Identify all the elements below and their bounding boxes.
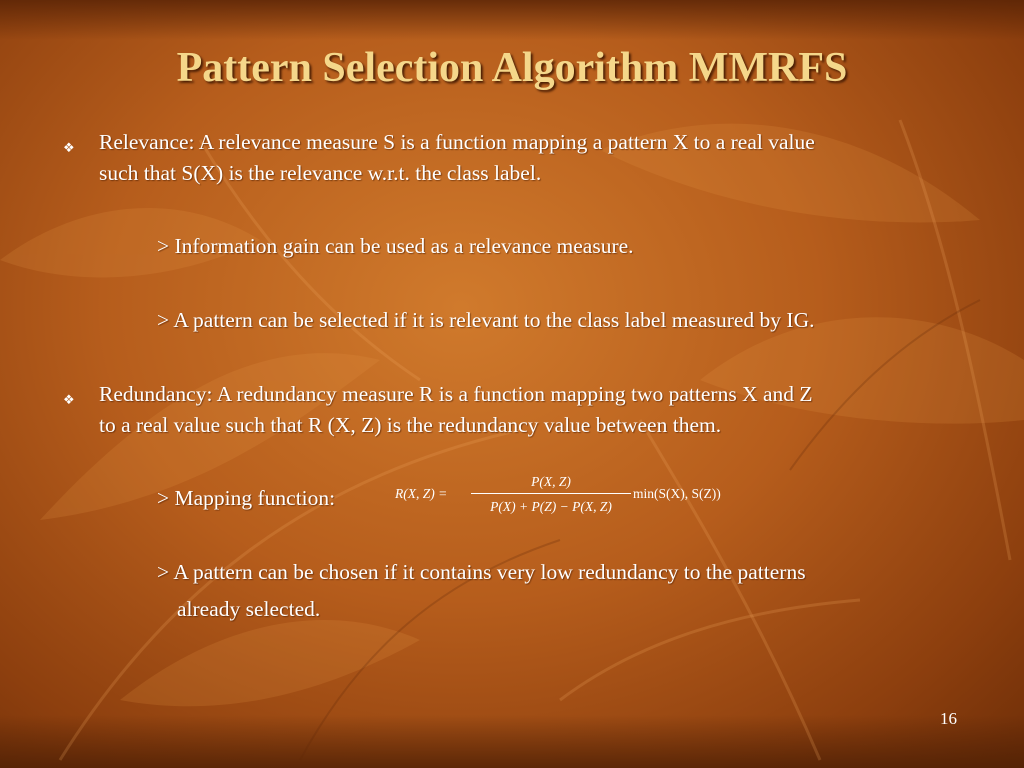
slide-title: Pattern Selection Algorithm MMRFS: [176, 45, 848, 91]
redundancy-line-2: to a real value such that R (X, Z) is the redundancy value between them.: [99, 413, 722, 437]
redundancy-sub-point-2-line-1: > A pattern can be chosen if it contains very low redundancy to the patterns: [157, 560, 806, 584]
bullet-diamond-icon: ❖: [63, 392, 75, 407]
formula-fraction-bar: [471, 493, 631, 494]
redundancy-line-1: Redundancy: A redundancy measure R is a function mapping two patterns X and Z: [99, 382, 813, 406]
formula-lhs: R(X, Z) =: [395, 486, 448, 501]
redundancy-sub-point-1: > Mapping function:: [157, 486, 336, 510]
relevance-sub-point-2: > A pattern can be selected if it is relevant to the class label measured by IG.: [157, 308, 815, 332]
page-number: 16: [940, 709, 957, 728]
formula-numerator: P(X, Z): [531, 474, 571, 489]
relevance-line-1: Relevance: A relevance measure S is a function mapping a pattern X to a real value: [99, 130, 815, 154]
relevance-sub-point-1: > Information gain can be used as a relevance measure.: [157, 234, 634, 258]
bullet-diamond-icon: ❖: [63, 140, 75, 155]
formula-min-term: min(S(X), S(Z)): [633, 486, 721, 501]
formula-denominator: P(X) + P(Z) − P(X, Z): [490, 499, 612, 514]
relevance-line-2: such that S(X) is the relevance w.r.t. the class label.: [99, 161, 542, 185]
redundancy-formula: [395, 474, 755, 520]
redundancy-sub-point-2-line-2: already selected.: [177, 597, 321, 621]
